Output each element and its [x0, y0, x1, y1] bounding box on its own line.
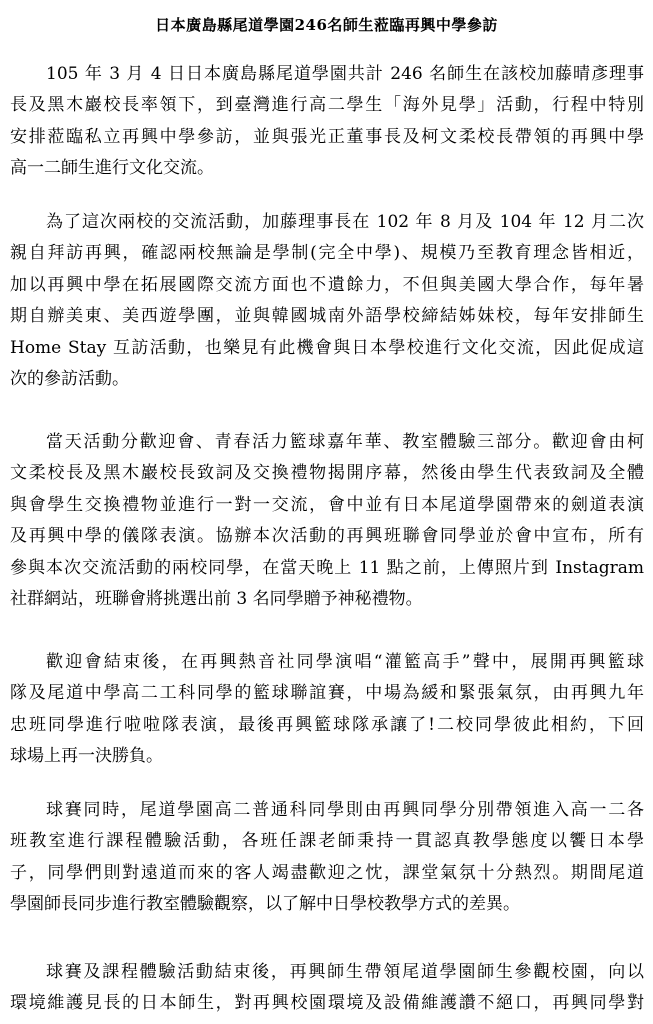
- paragraph-line: 親自拜訪再興，確認兩校無論是學制(完全中學)、規模乃至教育理念皆相近，: [10, 243, 644, 264]
- paragraph-line: 與會學生交換禮物並進行一對一交流，會中並有日本尾道學園帶來的劍道表演: [10, 494, 644, 515]
- paragraph-line: 學園師長同步進行教室體驗觀察，以了解中日學校教學方式的差異。: [10, 894, 520, 915]
- paragraph-line: 環境維護見長的日本師生，對再興校園環境及設備維護讚不絕口，再興同學對: [10, 993, 644, 1014]
- paragraph-line: 忠班同學進行啦啦隊表演，最後再興籃球隊承讓了!二校同學彼此相約，下回: [10, 714, 644, 735]
- article-title: 日本廣島縣尾道學園246名師生蒞臨再興中學參訪: [155, 16, 498, 34]
- paragraph-line: 參與本次交流活動的兩校同學，在當天晚上 11 點之前，上傳照片到 Instagram: [10, 557, 644, 578]
- paragraph-line: 加以再興中學在拓展國際交流方面也不遺餘力，不但與美國大學合作，每年暑: [10, 274, 644, 295]
- paragraph-line: 隊及尾道中學高二工科同學的籃球聯誼賽，中場為緩和緊張氣氛，由再興九年: [10, 683, 644, 704]
- paragraph-line: 球賽及課程體驗活動結束後，再興師生帶領尾道學園師生參觀校園，向以: [46, 962, 644, 982]
- paragraph-line: 社群網站，班聯會將挑選出前 3 名同學贈予神秘禮物。: [10, 589, 423, 609]
- paragraph-line: 歡迎會結束後，在再興熱音社同學演唱“灌籃高手”聲中，展開再興籃球: [46, 652, 644, 672]
- paragraph-line: 安排蒞臨私立再興中學參訪，並與張光正董事長及柯文柔校長帶領的再興中學: [10, 126, 644, 147]
- paragraph-line: Home Stay 互訪活動，也樂見有此機會與日本學校進行文化交流，因此促成這: [10, 337, 644, 358]
- paragraph-line: 高一二師生進行文化交流。: [10, 158, 214, 179]
- paragraph-line: 及再興中學的儀隊表演。協辦本次活動的再興班聯會同學並於會中宣布，所有: [10, 526, 644, 547]
- paragraph-line: 105 年 3 月 4 日日本廣島縣尾道學園共計 246 名師生在該校加藤晴彥理事: [46, 64, 644, 84]
- paragraph-line: 文柔校長及黑木巖校長致詞及交換禮物揭開序幕，然後由學生代表致詞及全體: [10, 463, 644, 484]
- paragraph-line: 期自辦美東、美西遊學團，並與韓國城南外語學校締結姊妹校，每年安排師生: [10, 306, 644, 327]
- paragraph-line: 球賽同時，尾道學園高二普通科同學則由再興同學分別帶領進入高一二各: [46, 800, 644, 820]
- paragraph-line: 為了這次兩校的交流活動，加藤理事長在 102 年 8 月及 104 年 12 月二次: [46, 212, 644, 232]
- paragraph-line: 次的參訪活動。: [10, 369, 129, 389]
- paragraph-line: 子，同學們則對遠道而來的客人竭盡歡迎之忱，課堂氣氛十分熱烈。期間尾道: [10, 862, 644, 883]
- paragraph-line: 球場上再一決勝負。: [10, 746, 163, 767]
- paragraph-line: 班教室進行課程體驗活動，各班任課老師秉持一貫認真教學態度以饗日本學: [10, 831, 644, 852]
- paragraph-line: 當天活動分歡迎會、青春活力籃球嘉年華、教室體驗三部分。歡迎會由柯: [46, 432, 644, 452]
- paragraph-line: 長及黑木巖校長率領下，到臺灣進行高二學生「海外見學」活動，行程中特別: [10, 95, 644, 116]
